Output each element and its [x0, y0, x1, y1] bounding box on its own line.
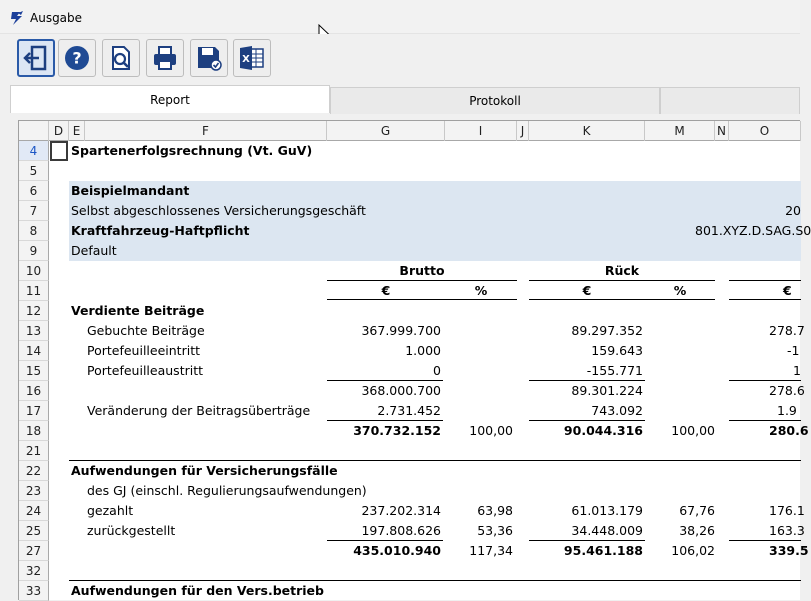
- col-header-o[interactable]: O: [729, 121, 801, 141]
- row-header-27[interactable]: 27: [19, 541, 49, 561]
- line-label-24: gezahlt: [87, 503, 134, 518]
- geschaeft-label: Selbst abgeschlossenes Versicherungsgeschäft: [71, 203, 366, 218]
- cell-o-27: 339.5: [769, 543, 809, 558]
- mandant-label: Beispielmandant: [71, 183, 190, 198]
- col-header-k[interactable]: K: [529, 121, 645, 141]
- report-title: Spartenerfolgsrechnung (Vt. GuV): [71, 143, 313, 158]
- cell-o-13: 278.7: [769, 323, 805, 338]
- cell-k-14: 159.643: [591, 343, 643, 358]
- cell-o-15: 1: [793, 363, 801, 378]
- row-header-7[interactable]: 7: [19, 201, 49, 221]
- print-button[interactable]: [146, 39, 184, 77]
- col-header-f[interactable]: F: [85, 121, 327, 141]
- col-header-d[interactable]: D: [49, 121, 69, 141]
- col-header-j[interactable]: J: [517, 121, 529, 141]
- row-header-8[interactable]: 8: [19, 221, 49, 241]
- row-header-33[interactable]: 33: [19, 581, 49, 601]
- cell-o-18: 280.6: [769, 423, 809, 438]
- brutto-header: Brutto: [399, 263, 445, 278]
- cell-k-17: 743.092: [591, 403, 643, 418]
- cell-k-15: -155.771: [586, 363, 643, 378]
- cell-g-18: 370.732.152: [353, 423, 441, 438]
- col-header-g[interactable]: G: [327, 121, 445, 141]
- row-header-6[interactable]: 6: [19, 181, 49, 201]
- rueck-euro-unit: €: [582, 283, 592, 298]
- active-cell[interactable]: [50, 141, 68, 161]
- cell-i-18: 100,00: [469, 423, 513, 438]
- section-versfaelle: Aufwendungen für Versicherungsfälle: [71, 463, 338, 478]
- sparte-code: 801.XYZ.D.SAG.S0: [695, 223, 811, 238]
- cell-o-25: 163.3: [769, 523, 805, 538]
- cell-i-27: 117,34: [469, 543, 513, 558]
- cell-m-27: 106,02: [671, 543, 715, 558]
- cell-i-24: 63,98: [477, 503, 513, 518]
- cell-k-27: 95.461.188: [563, 543, 643, 558]
- brutto-pct-unit: %: [474, 283, 488, 298]
- print-preview-icon: [107, 44, 135, 72]
- cell-g-14: 1.000: [405, 343, 441, 358]
- col-header-m[interactable]: M: [645, 121, 715, 141]
- tab-protokoll[interactable]: Protokoll: [330, 87, 660, 114]
- row-header-18[interactable]: 18: [19, 421, 49, 441]
- line-label-15: Portefeuilleaustritt: [87, 363, 204, 378]
- row-header-23[interactable]: 23: [19, 481, 49, 501]
- excel-icon: [238, 44, 266, 72]
- cell-m-18: 100,00: [671, 423, 715, 438]
- save-button[interactable]: [190, 39, 228, 77]
- row-header-22[interactable]: 22: [19, 461, 49, 481]
- cell-g-25: 197.808.626: [361, 523, 441, 538]
- printer-icon: [151, 44, 179, 72]
- row-header-25[interactable]: 25: [19, 521, 49, 541]
- cell-m-25: 38,26: [679, 523, 715, 538]
- cell-i-25: 53,36: [477, 523, 513, 538]
- row-header-10[interactable]: 10: [19, 261, 49, 281]
- line-label-23: des GJ (einschl. Regulierungsaufwendungen): [87, 483, 367, 498]
- excel-button[interactable]: [233, 39, 271, 77]
- app-icon: [9, 10, 25, 26]
- row-header-12[interactable]: 12: [19, 301, 49, 321]
- cell-o-24: 176.1: [769, 503, 805, 518]
- exit-icon: [22, 44, 50, 72]
- line-label-25: zurückgestellt: [87, 523, 176, 538]
- geschaeft-value: 20: [785, 203, 801, 218]
- line-label-14: Portefeuilleeintritt: [87, 343, 200, 358]
- preview-button[interactable]: [102, 39, 140, 77]
- cell-g-13: 367.999.700: [361, 323, 441, 338]
- sparte-label: Kraftfahrzeug-Haftpflicht: [71, 223, 250, 238]
- row-header-4[interactable]: 4: [19, 141, 49, 161]
- report-sheet: [18, 120, 811, 600]
- toolbar: [0, 34, 800, 86]
- row-header-9[interactable]: 9: [19, 241, 49, 261]
- default-label: Default: [71, 243, 117, 258]
- cell-o-16: 278.6: [769, 383, 805, 398]
- cell-k-25: 34.448.009: [571, 523, 643, 538]
- title-bar: [0, 0, 800, 34]
- tab-report[interactable]: Report: [10, 85, 330, 113]
- row-header-5[interactable]: 5: [19, 161, 49, 181]
- cell-g-16: 368.000.700: [361, 383, 441, 398]
- row-header-24[interactable]: 24: [19, 501, 49, 521]
- section-versbetrieb: Aufwendungen für den Vers.betrieb: [71, 583, 324, 598]
- window-title: Ausgabe: [30, 11, 83, 25]
- row-header-13[interactable]: 13: [19, 321, 49, 341]
- row-header-15[interactable]: 15: [19, 361, 49, 381]
- help-icon: [63, 44, 91, 72]
- cell-g-15: 0: [433, 363, 441, 378]
- col-header-e[interactable]: E: [69, 121, 85, 141]
- row-header-11[interactable]: 11: [19, 281, 49, 301]
- cell-g-27: 435.010.940: [353, 543, 441, 558]
- cell-k-16: 89.301.224: [571, 383, 643, 398]
- save-icon: [195, 44, 223, 72]
- line-label-13: Gebuchte Beiträge: [87, 323, 205, 338]
- tab-extra[interactable]: [660, 87, 800, 114]
- cell-k-24: 61.013.179: [571, 503, 643, 518]
- col-header-i[interactable]: I: [445, 121, 517, 141]
- o-euro-unit: €: [783, 283, 792, 298]
- select-all-corner[interactable]: [19, 121, 49, 141]
- row-header-21[interactable]: 21: [19, 441, 49, 461]
- row-header-16[interactable]: 16: [19, 381, 49, 401]
- tab-bar: [10, 87, 800, 114]
- help-button[interactable]: [58, 39, 96, 77]
- cell-o-17: 1.9: [777, 403, 797, 418]
- rueck-pct-unit: %: [673, 283, 687, 298]
- row-header-14[interactable]: 14: [19, 341, 49, 361]
- section-beitraege: Verdiente Beiträge: [71, 303, 205, 318]
- svg-text:X: X: [242, 54, 250, 65]
- cell-k-13: 89.297.352: [571, 323, 643, 338]
- brutto-euro-unit: €: [381, 283, 391, 298]
- svg-text:?: ?: [72, 48, 82, 68]
- row-header-17[interactable]: 17: [19, 401, 49, 421]
- cell-g-24: 237.202.314: [361, 503, 441, 518]
- cell-o-14: -1: [787, 343, 800, 358]
- rueck-header: Rück: [604, 263, 640, 278]
- cell-k-18: 90.044.316: [563, 423, 643, 438]
- col-header-n[interactable]: N: [715, 121, 729, 141]
- row-header-32[interactable]: 32: [19, 561, 49, 581]
- cell-m-24: 67,76: [679, 503, 715, 518]
- line-label-17: Veränderung der Beitragsüberträge: [87, 403, 311, 418]
- exit-button[interactable]: [17, 39, 55, 77]
- cell-g-17: 2.731.452: [377, 403, 441, 418]
- column-header-bar: [19, 121, 801, 141]
